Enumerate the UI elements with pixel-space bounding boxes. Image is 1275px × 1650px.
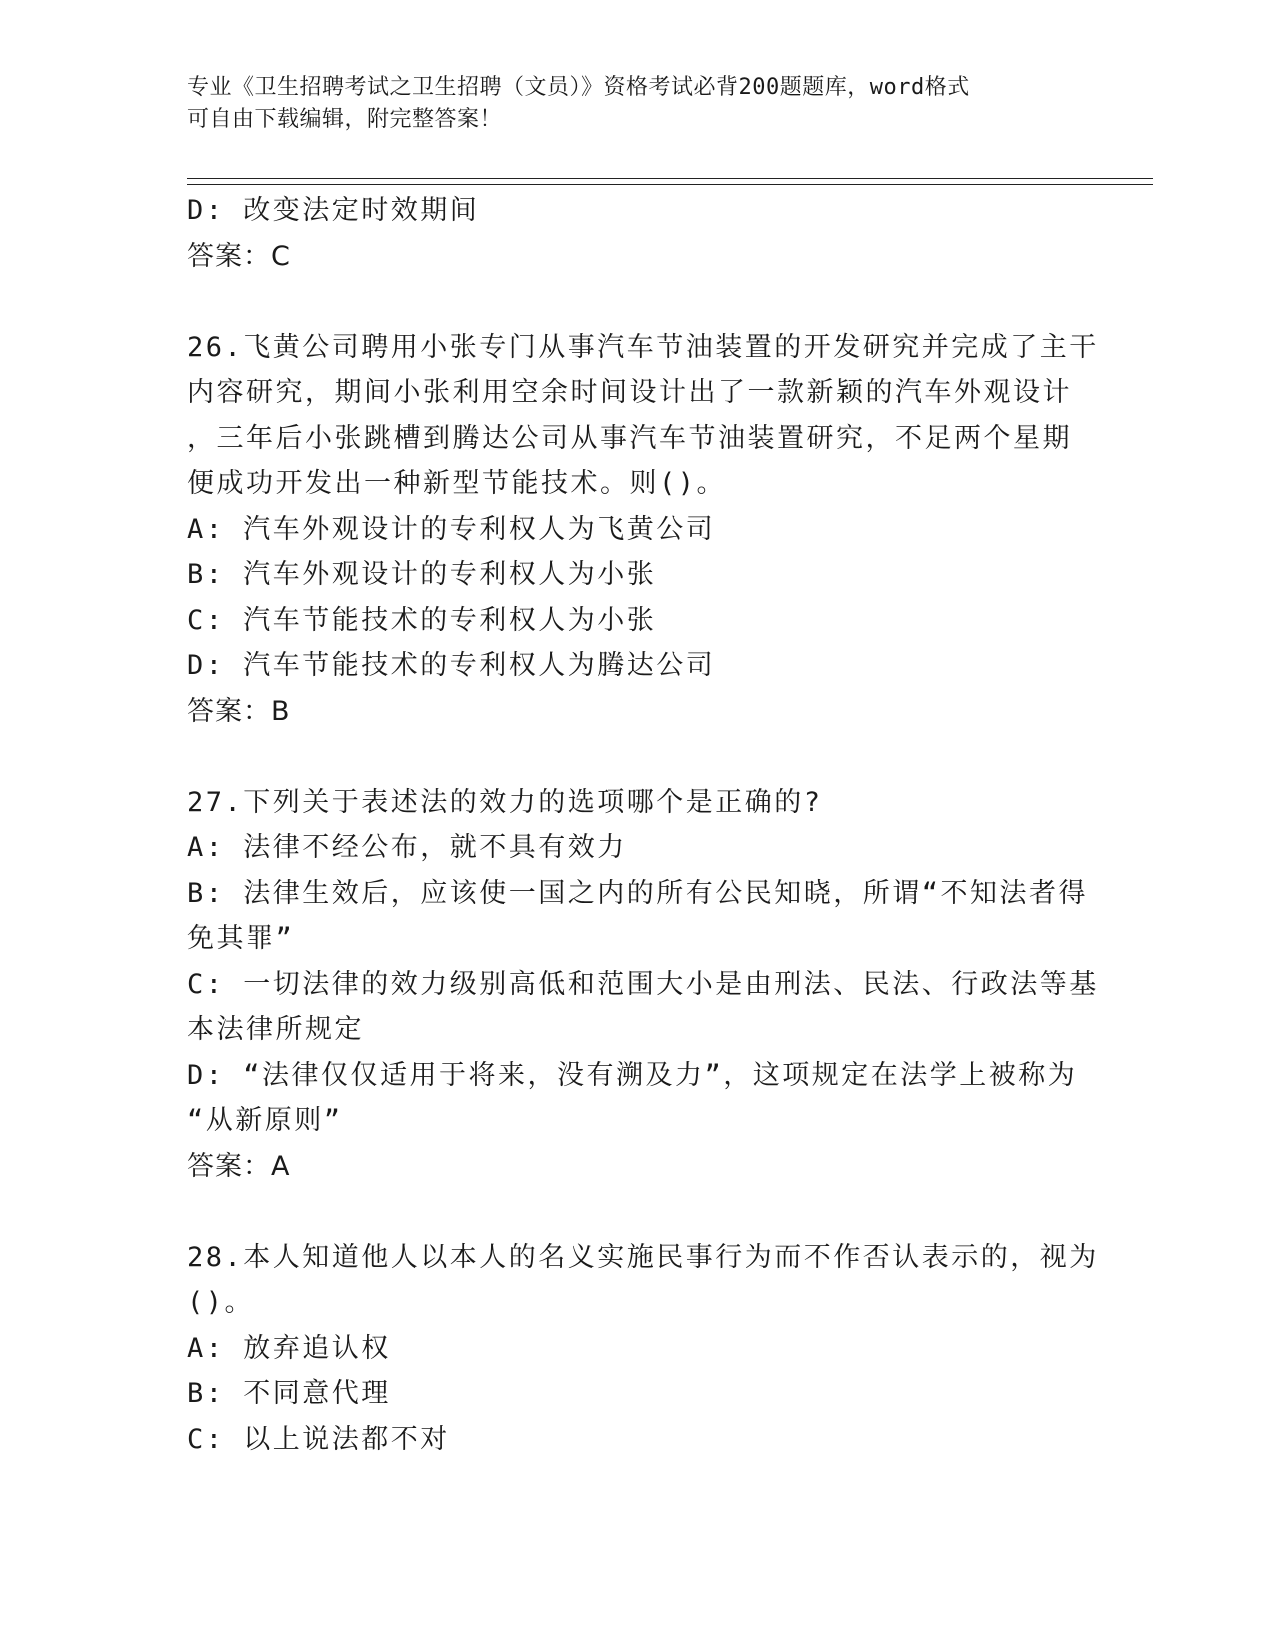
question-stem-line: 26.飞黄公司聘用小张专门从事汽车节油装置的开发研究并完成了主干 <box>187 331 1099 363</box>
answer: 答案：A <box>187 1150 291 1182</box>
spacer <box>187 279 1087 325</box>
option-d: D: “法律仅仅适用于将来，没有溯及力”，这项规定在法学上被称为 <box>187 1059 1078 1091</box>
spacer <box>187 1189 1087 1235</box>
option-c: C: 汽车节能技术的专利权人为小张 <box>187 604 657 636</box>
header-line-1: 专业《卫生招聘考试之卫生招聘（文员）》资格考试必背200题题库，word格式 <box>187 75 970 100</box>
option-b-continued: 免其罪” <box>187 923 295 954</box>
option-d-prev: D: 改变法定时效期间 <box>187 195 480 226</box>
question-28 <box>187 1235 1099 1463</box>
option-d: D: 汽车节能技术的专利权人为腾达公司 <box>187 650 716 681</box>
document-header <box>187 72 1067 136</box>
option-a: A: 汽车外观设计的专利权人为飞黄公司 <box>187 513 716 545</box>
question-27 <box>187 780 1099 1190</box>
question-stem-line: 内容研究，期间小张利用空余时间设计出了一款新颖的汽车外观设计 <box>187 377 1072 408</box>
option-d-continued: “从新原则” <box>187 1105 343 1136</box>
option-b: B: 不同意代理 <box>187 1378 391 1409</box>
question-26 <box>187 325 1099 735</box>
option-c-continued: 本法律所规定 <box>187 1014 364 1045</box>
option-a: A: 放弃追认权 <box>187 1332 391 1364</box>
question-stem-line: 便成功开发出一种新型节能技术。则()。 <box>187 468 727 499</box>
question-stem-line: 27.下列关于表述法的效力的选项哪个是正确的? <box>187 786 823 818</box>
question-stem-line: ()。 <box>187 1287 255 1318</box>
question-stem-line: 28.本人知道他人以本人的名义实施民事行为而不作否认表示的，视为 <box>187 1241 1099 1273</box>
header-rule-top <box>187 178 1153 179</box>
option-b: B: 法律生效后，应该使一国之内的所有公民知晓，所谓“不知法者得 <box>187 877 1089 909</box>
header-line-2: 可自由下载编辑，附完整答案！ <box>187 107 503 132</box>
spacer <box>187 734 1087 780</box>
answer: 答案：B <box>187 695 291 727</box>
question-stem-line: ，三年后小张跳槽到腾达公司从事汽车节油装置研究，不足两个星期 <box>187 422 1072 454</box>
option-c: C: 以上说法都不对 <box>187 1423 450 1455</box>
answer-prev: 答案：C <box>187 240 291 272</box>
option-c: C: 一切法律的效力级别高低和范围大小是由刑法、民法、行政法等基 <box>187 968 1099 1000</box>
option-b: B: 汽车外观设计的专利权人为小张 <box>187 559 657 590</box>
header-rule-bottom <box>187 184 1153 185</box>
option-a: A: 法律不经公布，就不具有效力 <box>187 832 627 863</box>
document-body <box>187 188 1099 1462</box>
